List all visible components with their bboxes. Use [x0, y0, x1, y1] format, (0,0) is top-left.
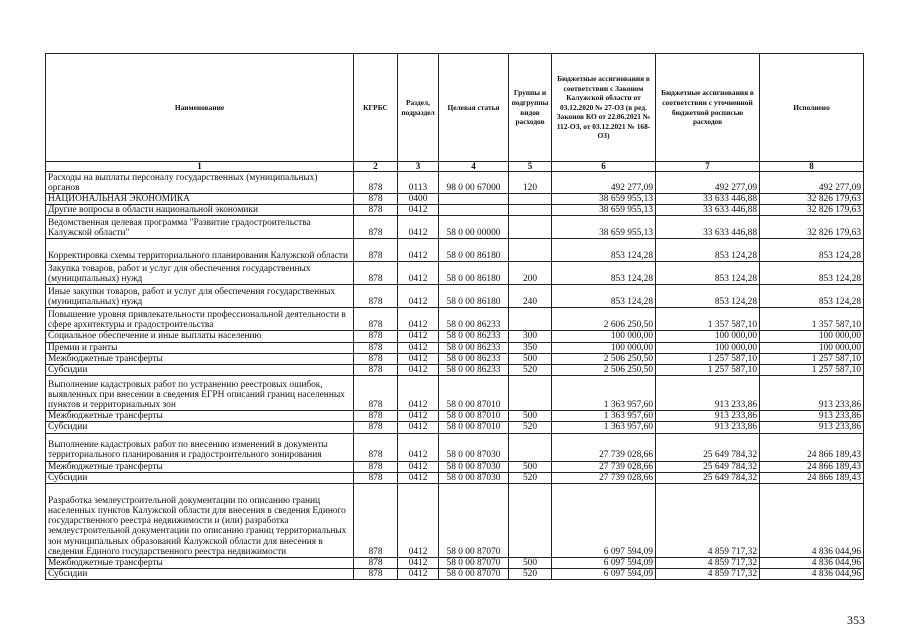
row-razdel: 0412 — [398, 331, 439, 342]
row-refined-amount: 25 649 784,32 — [656, 461, 760, 472]
row-law-amount: 38 659 955,13 — [552, 216, 656, 239]
row-group — [509, 484, 552, 558]
row-razdel: 0412 — [398, 285, 439, 308]
table-row — [46, 239, 864, 262]
row-law-amount: 27 739 028,66 — [552, 461, 656, 472]
row-executed-amount: 24 866 189,43 — [760, 433, 864, 461]
row-name: Межбюджетные трансферты — [46, 411, 354, 422]
row-razdel: 0412 — [398, 569, 439, 580]
table-row — [46, 194, 864, 205]
budget-table — [45, 53, 864, 580]
row-razdel: 0412 — [398, 342, 439, 353]
row-refined-amount: 1 257 587,10 — [656, 365, 760, 376]
row-group: 200 — [509, 262, 552, 285]
row-refined-amount: 4 859 717,32 — [656, 569, 760, 580]
row-name: Социальное обеспечение и иные выплаты населению — [46, 331, 354, 342]
row-refined-amount: 4 859 717,32 — [656, 484, 760, 558]
row-executed-amount: 24 866 189,43 — [760, 472, 864, 483]
row-target — [439, 205, 509, 216]
row-kgrbs: 878 — [354, 285, 398, 308]
row-group: 500 — [509, 411, 552, 422]
row-refined-amount: 100 000,00 — [656, 331, 760, 342]
row-group: 500 — [509, 558, 552, 569]
row-executed-amount: 492 277,09 — [760, 172, 864, 194]
row-kgrbs: 878 — [354, 172, 398, 194]
row-law-amount: 853 124,28 — [552, 239, 656, 262]
row-target: 58 0 00 87030 — [439, 461, 509, 472]
row-refined-amount: 913 233,86 — [656, 411, 760, 422]
row-razdel: 0412 — [398, 365, 439, 376]
row-law-amount: 27 739 028,66 — [552, 433, 656, 461]
row-target: 58 0 00 86233 — [439, 308, 509, 331]
row-kgrbs: 878 — [354, 461, 398, 472]
row-target: 58 0 00 87030 — [439, 433, 509, 461]
row-target: 58 0 00 87010 — [439, 376, 509, 411]
row-target — [439, 194, 509, 205]
row-razdel: 0412 — [398, 472, 439, 483]
row-name: Иные закупки товаров, работ и услуг для обеспечения государственных (муниципальных) нужд — [46, 285, 354, 308]
row-name: Выполнение кадастровых работ по внесению изменений в документы территориального планирования и градостроительного зонирования — [46, 433, 354, 461]
row-razdel: 0412 — [398, 411, 439, 422]
row-name: Расходы на выплаты персоналу государственных (муниципальных) органов — [46, 172, 354, 194]
row-kgrbs: 878 — [354, 216, 398, 239]
row-razdel: 0412 — [398, 461, 439, 472]
row-executed-amount: 24 866 189,43 — [760, 461, 864, 472]
row-target: 58 0 00 86233 — [439, 353, 509, 364]
row-kgrbs: 878 — [354, 411, 398, 422]
row-executed-amount: 1 257 587,10 — [760, 365, 864, 376]
row-name: Другие вопросы в области национальной экономики — [46, 205, 354, 216]
row-name: Субсидии — [46, 569, 354, 580]
row-refined-amount: 25 649 784,32 — [656, 433, 760, 461]
row-razdel: 0412 — [398, 239, 439, 262]
table-row — [46, 365, 864, 376]
column-number: 3 — [398, 162, 439, 172]
row-kgrbs: 878 — [354, 365, 398, 376]
row-razdel: 0412 — [398, 422, 439, 433]
table-row — [46, 461, 864, 472]
row-executed-amount: 853 124,28 — [760, 285, 864, 308]
row-executed-amount: 1 357 587,10 — [760, 308, 864, 331]
row-group: 520 — [509, 422, 552, 433]
row-name: Премии и гранты — [46, 342, 354, 353]
row-target: 58 0 00 86180 — [439, 239, 509, 262]
table-row — [46, 205, 864, 216]
row-kgrbs: 878 — [354, 353, 398, 364]
row-executed-amount: 913 233,86 — [760, 376, 864, 411]
row-executed-amount: 853 124,28 — [760, 262, 864, 285]
row-group: 500 — [509, 461, 552, 472]
row-executed-amount: 32 826 179,63 — [760, 194, 864, 205]
table-body — [46, 172, 864, 580]
row-refined-amount: 492 277,09 — [656, 172, 760, 194]
row-target: 58 0 00 87030 — [439, 472, 509, 483]
row-target: 58 0 00 87010 — [439, 411, 509, 422]
page-number: 353 — [847, 613, 865, 627]
row-target: 58 0 00 86233 — [439, 365, 509, 376]
row-razdel: 0400 — [398, 194, 439, 205]
column-number: 7 — [656, 162, 760, 172]
row-law-amount: 853 124,28 — [552, 285, 656, 308]
row-executed-amount: 4 836 044,96 — [760, 569, 864, 580]
row-group: 120 — [509, 172, 552, 194]
column-number-row — [46, 162, 864, 172]
table-row — [46, 262, 864, 285]
row-law-amount: 6 097 594,09 — [552, 569, 656, 580]
table-row — [46, 308, 864, 331]
row-target: 58 0 00 86233 — [439, 331, 509, 342]
row-razdel: 0412 — [398, 376, 439, 411]
row-name: Субсидии — [46, 472, 354, 483]
row-target: 58 0 00 86180 — [439, 262, 509, 285]
row-executed-amount: 100 000,00 — [760, 331, 864, 342]
header-groups: Группы и подгруппы видов расходов — [509, 54, 552, 162]
row-kgrbs: 878 — [354, 342, 398, 353]
column-number: 1 — [46, 162, 354, 172]
row-group — [509, 376, 552, 411]
row-target: 58 0 00 87010 — [439, 422, 509, 433]
table-row — [46, 558, 864, 569]
row-refined-amount: 853 124,28 — [656, 262, 760, 285]
row-refined-amount: 853 124,28 — [656, 285, 760, 308]
header-target: Целевая статья — [439, 54, 509, 162]
row-target: 98 0 00 67000 — [439, 172, 509, 194]
row-group: 520 — [509, 365, 552, 376]
row-law-amount: 2 606 250,50 — [552, 308, 656, 331]
row-executed-amount: 4 836 044,96 — [760, 484, 864, 558]
table-row — [46, 216, 864, 239]
header-law-allocations: Бюджетные ассигнования в соответствии с Законом Калужской области от 03.12.2020 № 27-ОЗ (в ред. Законов КО от 22.06.2021 № 112-ОЗ, от 03.12.2021 № 168-ОЗ) — [552, 54, 656, 162]
row-razdel: 0412 — [398, 205, 439, 216]
row-razdel: 0412 — [398, 433, 439, 461]
column-number: 5 — [509, 162, 552, 172]
row-group: 240 — [509, 285, 552, 308]
row-target: 58 0 00 87070 — [439, 484, 509, 558]
table-row — [46, 285, 864, 308]
row-executed-amount: 100 000,00 — [760, 342, 864, 353]
row-law-amount: 2 506 250,50 — [552, 353, 656, 364]
row-group — [509, 194, 552, 205]
row-group: 300 — [509, 331, 552, 342]
row-law-amount: 1 363 957,60 — [552, 411, 656, 422]
row-group — [509, 239, 552, 262]
row-kgrbs: 878 — [354, 376, 398, 411]
row-law-amount: 100 000,00 — [552, 331, 656, 342]
row-refined-amount: 33 633 446,88 — [656, 205, 760, 216]
table-row — [46, 353, 864, 364]
row-law-amount: 6 097 594,09 — [552, 558, 656, 569]
row-group: 520 — [509, 472, 552, 483]
row-law-amount: 492 277,09 — [552, 172, 656, 194]
row-executed-amount: 1 257 587,10 — [760, 353, 864, 364]
row-law-amount: 38 659 955,13 — [552, 194, 656, 205]
header-executed: Исполнено — [760, 54, 864, 162]
row-refined-amount: 853 124,28 — [656, 239, 760, 262]
row-kgrbs: 878 — [354, 422, 398, 433]
row-refined-amount: 33 633 446,88 — [656, 194, 760, 205]
row-razdel: 0412 — [398, 262, 439, 285]
row-kgrbs: 878 — [354, 331, 398, 342]
row-law-amount: 27 739 028,66 — [552, 472, 656, 483]
row-name: Межбюджетные трансферты — [46, 353, 354, 364]
table-row — [46, 331, 864, 342]
row-kgrbs: 878 — [354, 484, 398, 558]
row-refined-amount: 913 233,86 — [656, 376, 760, 411]
row-name: Выполнение кадастровых работ по устранению реестровых ошибок, выявленных при внесении в сведения ЕГРН описаний границ населенных пунктов и территориальных зон — [46, 376, 354, 411]
row-razdel: 0412 — [398, 558, 439, 569]
row-kgrbs: 878 — [354, 194, 398, 205]
table-header-row — [46, 54, 864, 162]
table-row — [46, 569, 864, 580]
row-kgrbs: 878 — [354, 569, 398, 580]
table-row — [46, 484, 864, 558]
column-number: 4 — [439, 162, 509, 172]
row-refined-amount: 25 649 784,32 — [656, 472, 760, 483]
row-target: 58 0 00 00000 — [439, 216, 509, 239]
column-number: 2 — [354, 162, 398, 172]
row-razdel: 0412 — [398, 308, 439, 331]
row-law-amount: 38 659 955,13 — [552, 205, 656, 216]
row-target: 58 0 00 87070 — [439, 558, 509, 569]
table-row — [46, 376, 864, 411]
row-refined-amount: 100 000,00 — [656, 342, 760, 353]
row-razdel: 0412 — [398, 353, 439, 364]
row-razdel: 0113 — [398, 172, 439, 194]
row-target: 58 0 00 86180 — [439, 285, 509, 308]
row-target: 58 0 00 87070 — [439, 569, 509, 580]
row-group — [509, 308, 552, 331]
row-executed-amount: 853 124,28 — [760, 239, 864, 262]
row-law-amount: 100 000,00 — [552, 342, 656, 353]
row-name: Межбюджетные трансферты — [46, 558, 354, 569]
row-law-amount: 2 506 250,50 — [552, 365, 656, 376]
row-refined-amount: 4 859 717,32 — [656, 558, 760, 569]
row-name: Межбюджетные трансферты — [46, 461, 354, 472]
table-row — [46, 422, 864, 433]
row-name: Повышение уровня привлекательности профессиональной деятельности в сфере архитектуры и градостроительства — [46, 308, 354, 331]
row-executed-amount: 913 233,86 — [760, 411, 864, 422]
row-razdel: 0412 — [398, 216, 439, 239]
header-name: Наименование — [46, 54, 354, 162]
row-name: Разработка землеустроительной документации по описанию границ населенных пунктов Калужской области для внесения в сведения Единого государственного реестра недвижимости и (или) разработка землеустроительной документации по описанию границ территориальных зон муниципальных образований Калужской области для внесения в сведения Единого государственного реестра недвижимости — [46, 484, 354, 558]
row-law-amount: 1 363 957,60 — [552, 376, 656, 411]
row-name: Субсидии — [46, 365, 354, 376]
row-executed-amount: 32 826 179,63 — [760, 205, 864, 216]
row-name: Ведомственная целевая программа "Развитие градостроительства Калужской области" — [46, 216, 354, 239]
row-group — [509, 205, 552, 216]
row-executed-amount: 32 826 179,63 — [760, 216, 864, 239]
table-row — [46, 472, 864, 483]
row-name: НАЦИОНАЛЬНАЯ ЭКОНОМИКА — [46, 194, 354, 205]
header-kgrbs: КГРБС — [354, 54, 398, 162]
row-name: Закупка товаров, работ и услуг для обеспечения государственных (муниципальных) нужд — [46, 262, 354, 285]
row-group: 520 — [509, 569, 552, 580]
row-group: 350 — [509, 342, 552, 353]
row-law-amount: 853 124,28 — [552, 262, 656, 285]
row-kgrbs: 878 — [354, 205, 398, 216]
budget-table-container — [45, 53, 863, 580]
row-target: 58 0 00 86233 — [439, 342, 509, 353]
column-number: 6 — [552, 162, 656, 172]
row-executed-amount: 4 836 044,96 — [760, 558, 864, 569]
header-razdel: Раздел, подраздел — [398, 54, 439, 162]
row-kgrbs: 878 — [354, 239, 398, 262]
row-kgrbs: 878 — [354, 308, 398, 331]
table-row — [46, 411, 864, 422]
row-law-amount: 1 363 957,60 — [552, 422, 656, 433]
row-kgrbs: 878 — [354, 433, 398, 461]
row-group — [509, 433, 552, 461]
row-law-amount: 6 097 594,09 — [552, 484, 656, 558]
table-row — [46, 433, 864, 461]
row-refined-amount: 1 357 587,10 — [656, 308, 760, 331]
row-name: Корректировка схемы территориального планирования Калужской области — [46, 239, 354, 262]
row-group: 500 — [509, 353, 552, 364]
row-kgrbs: 878 — [354, 472, 398, 483]
column-number: 8 — [760, 162, 864, 172]
row-name: Субсидии — [46, 422, 354, 433]
row-refined-amount: 1 257 587,10 — [656, 353, 760, 364]
row-refined-amount: 33 633 446,88 — [656, 216, 760, 239]
table-row — [46, 342, 864, 353]
table-row — [46, 172, 864, 194]
row-razdel: 0412 — [398, 484, 439, 558]
header-refined-allocations: Бюджетные ассигнования в соответствии с уточненной бюджетной росписью расходов — [656, 54, 760, 162]
row-refined-amount: 913 233,86 — [656, 422, 760, 433]
row-kgrbs: 878 — [354, 558, 398, 569]
row-kgrbs: 878 — [354, 262, 398, 285]
row-executed-amount: 913 233,86 — [760, 422, 864, 433]
row-group — [509, 216, 552, 239]
